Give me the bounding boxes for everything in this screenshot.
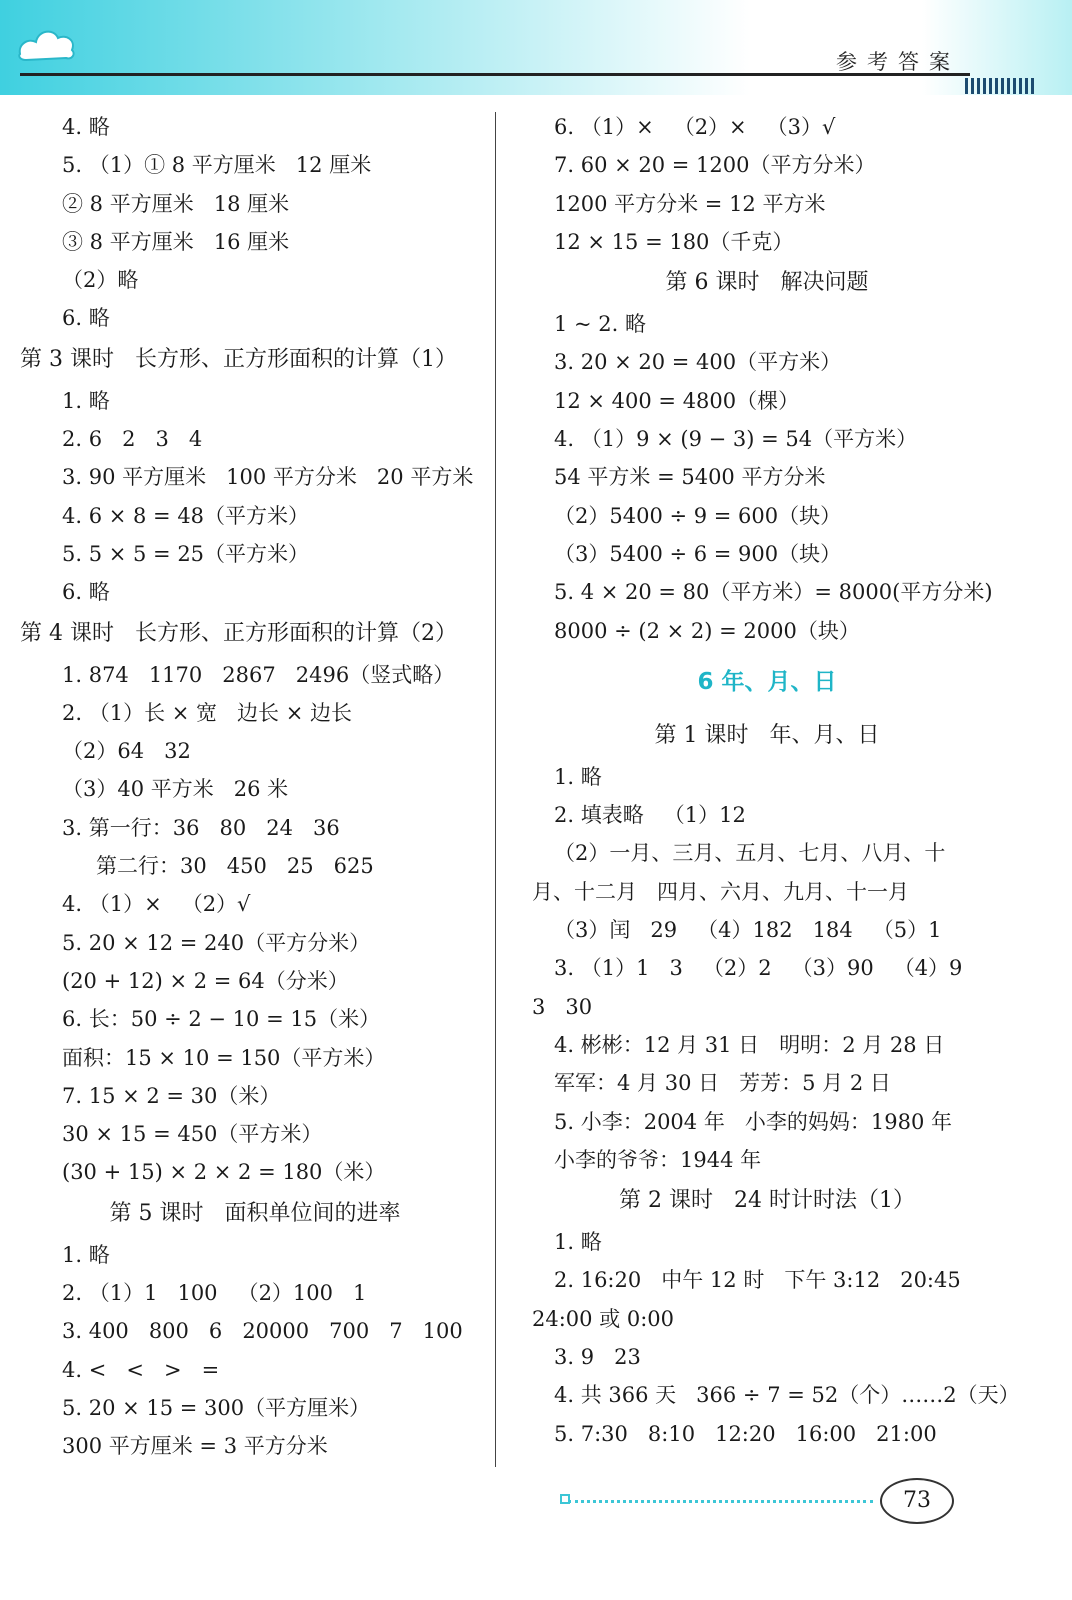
unit-title: 6 年、月、日	[697, 668, 837, 695]
answer-line: 2. 6 2 3 4	[62, 427, 203, 452]
page-header-title: 参考答案	[836, 50, 960, 74]
answer-line: 第二行：30 450 25 625	[96, 854, 374, 879]
page-number: 73	[880, 1478, 954, 1524]
answer-line: （2）一月、三月、五月、七月、八月、十	[554, 841, 946, 866]
header-barcode-decoration	[965, 78, 1034, 94]
answer-line: 7. 60 × 20 = 1200（平方分米）	[554, 153, 876, 178]
answer-line: 30 × 15 = 450（平方米）	[62, 1122, 323, 1147]
answer-line: 6. 略	[62, 306, 110, 331]
answer-line: 3. 400 800 6 20000 700 7 100	[62, 1319, 463, 1344]
answer-line: 54 平方米 = 5400 平方分米	[554, 465, 826, 490]
right-column	[532, 108, 1020, 1453]
answer-line: (30 + 15) × 2 × 2 = 180（米）	[62, 1160, 386, 1185]
answer-line: 1200 平方分米 = 12 平方米	[554, 191, 826, 216]
answer-line: 2. 填表略 （1）12	[554, 803, 746, 828]
answer-line: 1. 略	[62, 388, 110, 413]
answer-line: 5. 4 × 20 = 80（平方米）= 8000(平方分米)	[554, 580, 993, 605]
answer-line: 8000 ÷ (2 × 2) = 2000（块）	[554, 618, 860, 643]
answer-line: 月、十二月 四月、六月、九月、十一月	[532, 879, 910, 904]
answer-line: 5. 7:30 8:10 12:20 16:00 21:00	[554, 1421, 937, 1446]
answer-line: 3. 9 23	[554, 1345, 641, 1370]
answer-line: 6. （1）× （2）× （3）√	[554, 115, 836, 139]
answer-line: 1. 略	[62, 1242, 110, 1267]
answer-line: 12 × 400 = 4800（棵）	[554, 388, 800, 413]
cloud-icon	[16, 20, 80, 64]
header-rule	[20, 73, 970, 76]
answer-line: 4. （1）9 × (9 − 3) = 54（平方米）	[554, 427, 918, 452]
answer-line: 4. （1）× （2）√	[62, 892, 251, 917]
answer-line: 2. （1）长 × 宽 边长 × 边长	[62, 700, 352, 725]
answer-line: ② 8 平方厘米 18 厘米	[62, 191, 290, 216]
lesson-heading: 第 5 课时 面积单位间的进率	[109, 1200, 401, 1226]
answer-line: 1 ~ 2. 略	[554, 312, 647, 337]
lesson-heading: 第 1 课时 年、月、日	[654, 722, 880, 748]
answer-line: 5. 5 × 5 = 25（平方米）	[62, 541, 310, 566]
answer-line: 2. （1）1 100 （2）100 1	[62, 1281, 367, 1306]
answer-line: （2）5400 ÷ 9 = 600（块）	[554, 503, 842, 528]
answer-line: 4. 彬彬：12 月 31 日 明明：2 月 28 日	[554, 1032, 945, 1057]
answer-line: 300 平方厘米 = 3 平方分米	[62, 1434, 328, 1459]
answer-line: (20 + 12) × 2 = 64（分米）	[62, 968, 349, 993]
answer-line: 5. （1）① 8 平方厘米 12 厘米	[62, 153, 372, 178]
answer-line: 1. 略	[554, 1230, 602, 1255]
answer-line: 1. 874 1170 2867 2496（竖式略）	[62, 662, 455, 687]
answer-line: 6. 略	[62, 580, 110, 605]
answer-line: 6. 长：50 ÷ 2 − 10 = 15（米）	[62, 1007, 381, 1032]
answer-line: 12 × 15 = 180（千克）	[554, 229, 794, 254]
column-divider	[495, 112, 496, 1467]
answer-line: （3）40 平方米 26 米	[62, 777, 289, 802]
answer-line: 5. 小李：2004 年 小李的妈妈：1980 年	[554, 1109, 952, 1134]
left-column	[20, 108, 490, 1466]
answer-line: 3. 第一行：36 80 24 36	[62, 815, 340, 840]
lesson-heading: 第 3 课时 长方形、正方形面积的计算（1）	[20, 346, 457, 372]
answer-line: （3）闰 29 （4）182 184 （5）1	[554, 918, 942, 943]
answer-line: 面积：15 × 10 = 150（平方米）	[62, 1045, 386, 1070]
answer-line: 4. < < > =	[62, 1357, 220, 1382]
answer-line: （2）64 32	[62, 739, 191, 764]
answer-line: 1. 略	[554, 764, 602, 789]
answer-line: 4. 6 × 8 = 48（平方米）	[62, 503, 310, 528]
answer-line: 3. 20 × 20 = 400（平方米）	[554, 350, 842, 375]
answer-line: 4. 共 366 天 366 ÷ 7 = 52（个）……2（天）	[554, 1383, 1020, 1408]
answer-line: 7. 15 × 2 = 30（米）	[62, 1083, 281, 1108]
lesson-heading: 第 4 课时 长方形、正方形面积的计算（2）	[20, 620, 457, 646]
answer-line: 5. 20 × 15 = 300（平方厘米）	[62, 1395, 371, 1420]
answer-line: 2. 16:20 中午 12 时 下午 3:12 20:45	[554, 1268, 961, 1293]
answer-line: 3 30	[532, 994, 593, 1019]
answer-line: ③ 8 平方厘米 16 厘米	[62, 229, 290, 254]
answer-line: 4. 略	[62, 115, 110, 139]
lesson-heading: 第 6 课时 解决问题	[665, 270, 869, 296]
answer-line: 军军：4 月 30 日 芳芳：5 月 2 日	[554, 1071, 891, 1096]
answer-line: 24:00 或 0:00	[532, 1306, 675, 1331]
answer-line: 小李的爷爷：1944 年	[554, 1147, 762, 1172]
answer-line: （2）略	[62, 268, 139, 293]
answer-line: 5. 20 × 12 = 240（平方分米）	[62, 930, 371, 955]
answer-line: 3. 90 平方厘米 100 平方分米 20 平方米	[62, 465, 474, 490]
lesson-heading: 第 2 课时 24 时计时法（1）	[619, 1188, 915, 1214]
answer-line: 3. （1）1 3 （2）2 （3）90 （4）9	[554, 956, 963, 981]
footer-dotted-rule	[568, 1500, 873, 1503]
answer-line: （3）5400 ÷ 6 = 900（块）	[554, 541, 842, 566]
